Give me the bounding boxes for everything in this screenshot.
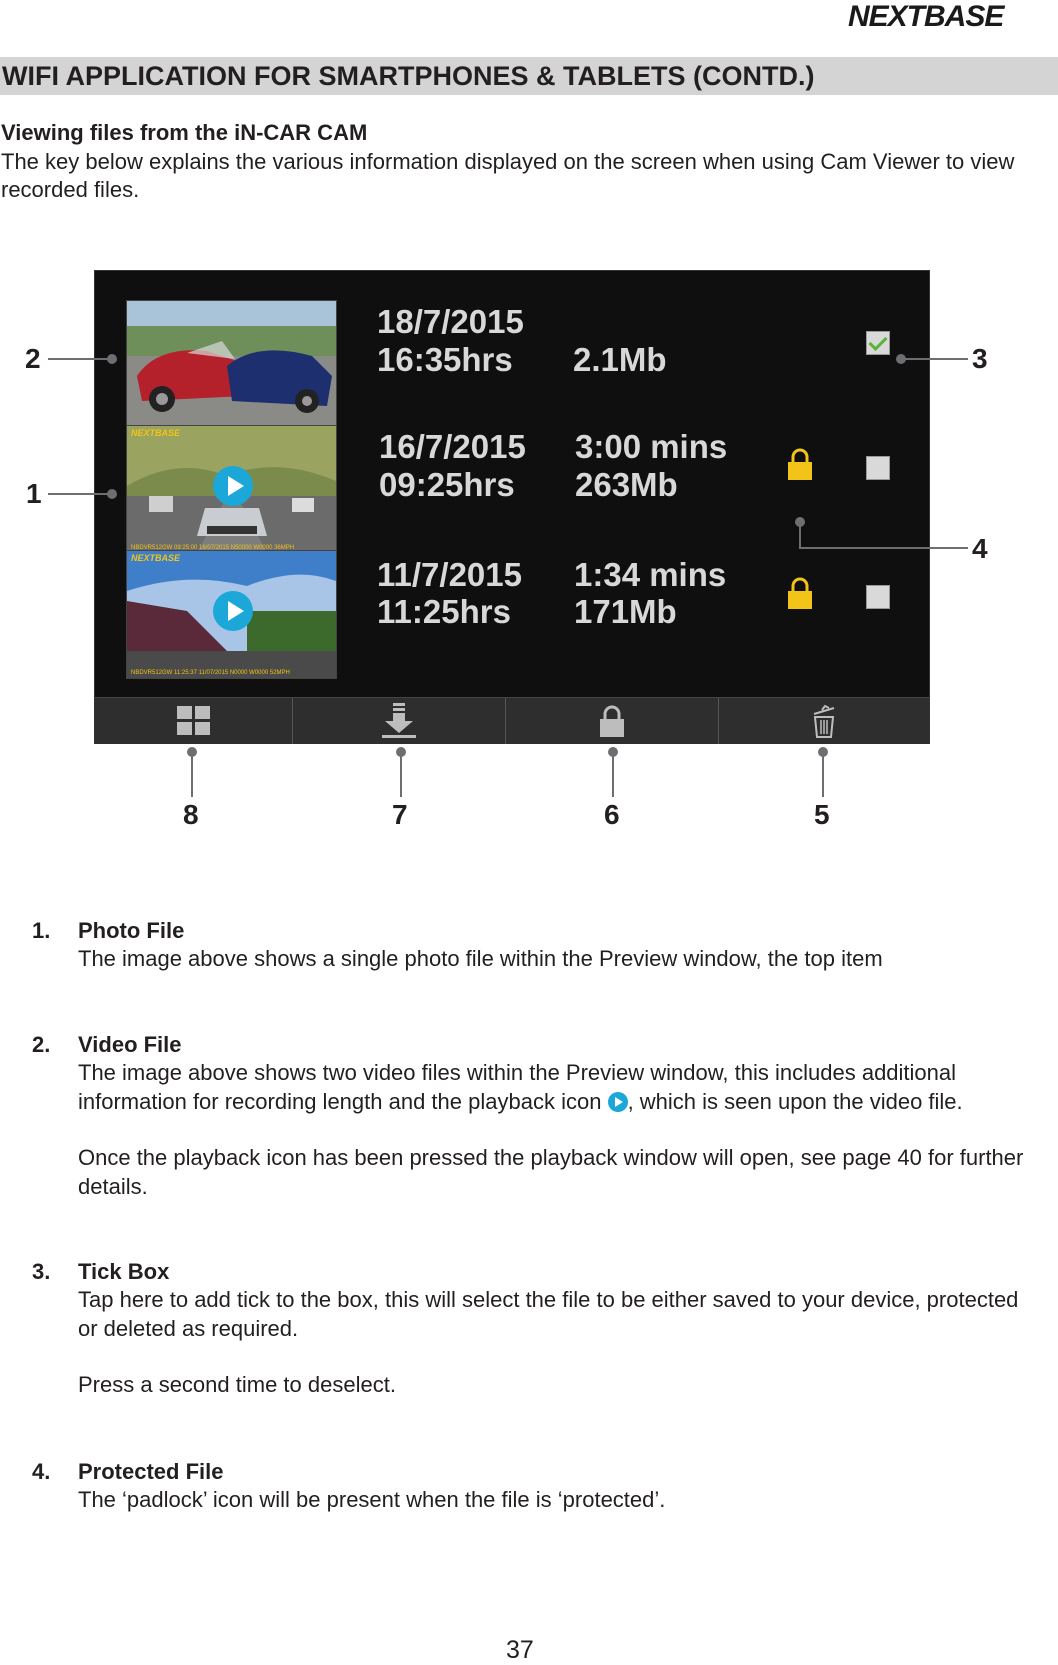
item-number: 4. <box>32 1459 51 1484</box>
item-body <box>78 1058 1038 1116</box>
play-icon[interactable] <box>213 591 253 631</box>
callout-number-2: 2 <box>25 343 41 374</box>
item-title: Video File <box>78 1032 182 1057</box>
download-icon <box>382 703 416 739</box>
file-size: 263Mb <box>575 466 678 503</box>
file-time: 09:25hrs <box>379 466 515 503</box>
tick-box[interactable] <box>866 585 890 609</box>
grid-icon <box>177 706 211 736</box>
thumb-info-strip: NBDVR512GW 11:25:37 11/07/2015 N0000 W0000 52MPH <box>131 670 290 676</box>
file-time: 11:25hrs <box>377 593 511 630</box>
callout-dot-4 <box>795 517 805 527</box>
callout-line-8 <box>191 752 193 797</box>
file-row-photo[interactable] <box>95 294 929 422</box>
delete-icon <box>811 704 837 738</box>
callout-number-1: 1 <box>26 478 42 509</box>
file-row-video[interactable] <box>95 419 929 551</box>
play-icon[interactable] <box>213 466 253 506</box>
tick-box-checked[interactable] <box>866 331 890 355</box>
file-length: 1:34 mins <box>574 556 727 593</box>
item-body-text: The image above shows two video files within the Preview window, this includes additional information for recording length and the playback icon <box>78 1060 957 1114</box>
callout-dot-2 <box>107 354 117 364</box>
section-title: WIFI APPLICATION FOR SMARTPHONES & TABLETS (CONTD.) <box>0 57 1058 95</box>
callout-number-3: 3 <box>972 343 988 374</box>
callout-number-4: 4 <box>972 533 988 564</box>
lock-icon <box>599 704 625 738</box>
callout-line-1 <box>48 493 112 495</box>
callout-line-6 <box>612 752 614 797</box>
item-title: Protected File <box>78 1459 224 1484</box>
callout-number-6: 6 <box>604 799 620 830</box>
callout-line-5 <box>822 752 824 797</box>
grid-view-button[interactable] <box>95 698 293 744</box>
intro-text: The key below explains the various information displayed on the screen when using Cam Viewer to view recorded files. <box>1 149 1015 202</box>
padlock-icon <box>787 447 813 481</box>
item-title: Tick Box <box>78 1259 170 1284</box>
thumb-info-strip: NBDVR512GW 09:25:00 16/07/2015 N50000 W0000 36MPH <box>131 545 295 551</box>
callout-line-4b <box>799 547 968 549</box>
nextbase-logo <box>846 0 1056 34</box>
file-size: 171Mb <box>574 593 677 630</box>
photo-thumbnail[interactable] <box>126 300 337 429</box>
bottom-toolbar <box>95 697 929 744</box>
play-icon <box>608 1092 628 1112</box>
callout-number-8: 8 <box>183 799 199 830</box>
logo-text: NEXTBASE <box>848 0 1004 33</box>
callout-dot-1 <box>107 489 117 499</box>
callout-line-7 <box>400 752 402 797</box>
video-thumbnail[interactable] <box>126 425 337 554</box>
item-body: Once the playback icon has been pressed the playback window will open, see page 40 for further details. <box>78 1145 1024 1199</box>
item-number: 2. <box>32 1032 51 1057</box>
file-time: 16:35hrs <box>377 341 513 378</box>
item-body: Press a second time to deselect. <box>78 1372 396 1397</box>
tick-box[interactable] <box>866 456 890 480</box>
item-number: 3. <box>32 1259 51 1284</box>
video-thumbnail[interactable] <box>126 550 337 679</box>
thumb-brand: NEXTBASE <box>131 553 181 563</box>
file-date: 18/7/2015 <box>377 303 524 340</box>
item-number: 1. <box>32 918 51 943</box>
item-body-text: , which is seen upon the video file. <box>627 1089 963 1114</box>
thumb-brand: NEXTBASE <box>131 428 181 438</box>
file-row-video[interactable] <box>95 544 929 676</box>
delete-button[interactable] <box>719 698 929 744</box>
callout-line-3 <box>900 358 968 360</box>
item-body: The ‘padlock’ icon will be present when the file is ‘protected’. <box>78 1487 666 1512</box>
padlock-icon <box>787 576 813 610</box>
cam-viewer-screen <box>94 270 930 744</box>
file-size: 2.1Mb <box>573 341 667 378</box>
callout-dot-3 <box>896 354 906 364</box>
protect-button[interactable] <box>506 698 719 744</box>
file-length: 3:00 mins <box>575 428 728 465</box>
callout-number-5: 5 <box>814 799 830 830</box>
item-body: The image above shows a single photo file within the Preview window, the top item <box>78 946 883 971</box>
page-number: 37 <box>506 1636 534 1664</box>
item-body: Tap here to add tick to the box, this will select the file to be either saved to your device, protected or deleted as required. <box>78 1287 1019 1341</box>
download-button[interactable] <box>293 698 506 744</box>
subheading: Viewing files from the iN-CAR CAM <box>1 120 368 145</box>
item-title: Photo File <box>78 918 185 943</box>
callout-number-7: 7 <box>392 799 408 830</box>
callout-line-2 <box>48 358 112 360</box>
file-date: 11/7/2015 <box>377 556 522 593</box>
file-date: 16/7/2015 <box>379 428 526 465</box>
